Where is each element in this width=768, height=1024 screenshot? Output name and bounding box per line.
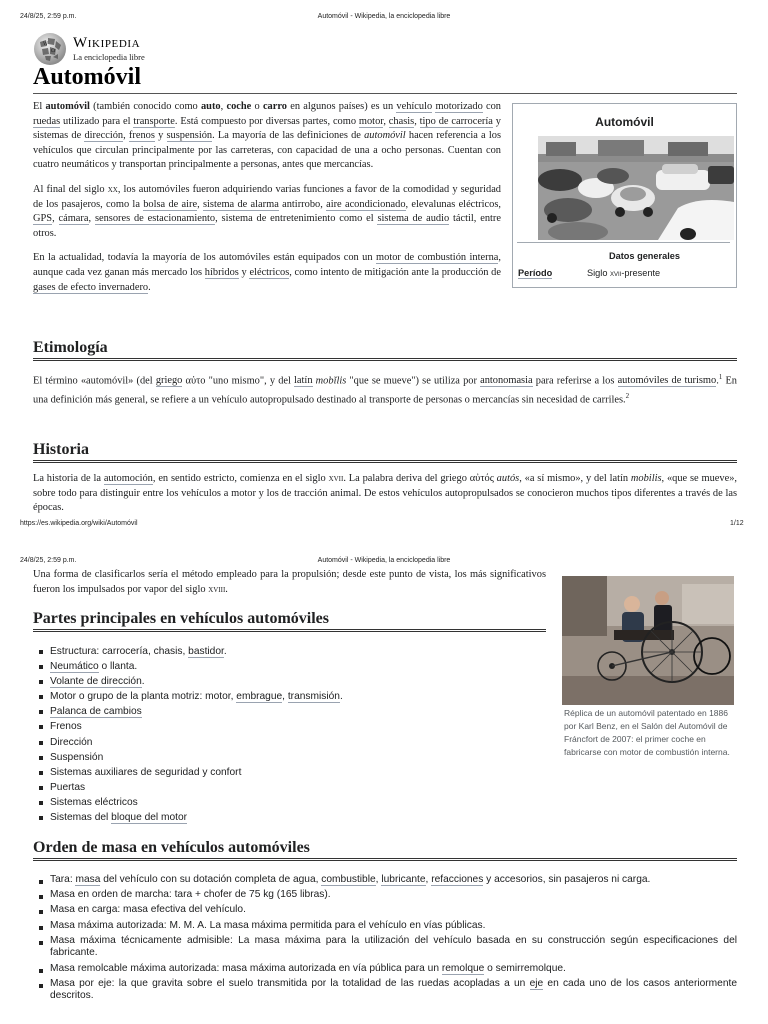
list-item: Motor o grupo de la planta motriz: motor, embrague, transmisión. xyxy=(33,689,546,704)
link-neumatico[interactable]: Neumático xyxy=(50,661,99,673)
link-hibridos[interactable]: híbridos xyxy=(204,266,239,278)
link-sistema-de-alarma[interactable]: sistema de alarma xyxy=(203,198,279,210)
link-automoviles-de-turismo[interactable]: automóviles de turismo xyxy=(617,375,717,387)
benz-replica-photo[interactable] xyxy=(562,576,734,705)
intro-paragraph-3: En la actualidad, todavía la mayoría de los automóviles están equipados con un motor de combustión interna, aunque cada vez ganan más mercado los híbridos y eléctricos, como intento de mitigación ante la producción de gases de efecto invernadero. xyxy=(33,252,501,293)
print-footer-page: 1/12 xyxy=(730,520,744,527)
list-item xyxy=(33,704,546,719)
print-header-title-page2: Automóvil - Wikipedia, la enciclopedia libre xyxy=(317,557,451,564)
infobox-row-value: Siglo xvii-presente xyxy=(587,268,661,278)
link-suspension[interactable]: suspensión xyxy=(166,130,213,142)
link-transporte[interactable]: transporte xyxy=(133,115,175,127)
link-palanca-de-cambios[interactable]: Palanca de cambios xyxy=(50,706,142,718)
citation-2[interactable]: 2 xyxy=(625,392,630,401)
link-gps[interactable]: GPS xyxy=(33,213,53,225)
link-automocion[interactable]: automoción xyxy=(103,473,153,484)
infobox-section-header: Datos generales xyxy=(609,251,680,261)
link-bolsa-de-aire[interactable]: bolsa de aire xyxy=(143,198,198,210)
link-lubricante[interactable]: lubricante xyxy=(381,874,426,885)
link-embrague[interactable]: embrague xyxy=(236,691,283,703)
list-item: Tara: masa del vehículo con su dotación completa de agua, combustible, lubricante, refacciones y accesorios, sin pasajeros ni carga. xyxy=(33,874,737,887)
heading-historia: Historia xyxy=(33,441,89,458)
partes-list xyxy=(33,644,546,825)
print-header-datetime-page2: 24/8/25, 2:59 p.m. xyxy=(20,557,77,564)
historia-paragraph-1: La historia de la automoción, en sentido estricto, comienza en el siglo xvii. La palabra deriva del griego αὐτός autós, «a sí mismo», y del latín mobilis, «que se mueve», sobre todo para distinguir entre los vehículos a motor y los de tracción animal. De estos vehículos autopropulsados se conocieron muchos tipos diferentes a través de las épocas. xyxy=(33,473,737,514)
page-title: Automóvil xyxy=(33,64,141,90)
citation-1[interactable]: 1 xyxy=(718,373,723,381)
figure-caption: Réplica de un automóvil patentado en 1886 por Karl Benz, en el Salón del Automóvil de Fráncfort de 2007: el primer coche en fabricarse con motor de combustión interna. xyxy=(564,708,730,757)
list-item: Puertas xyxy=(33,780,546,795)
print-header-datetime: 24/8/25, 2:59 p.m. xyxy=(20,13,77,20)
print-footer-url: https://es.wikipedia.org/wiki/Automóvil xyxy=(20,520,138,527)
link-eje[interactable]: eje xyxy=(529,977,544,989)
link-transmision[interactable]: transmisión xyxy=(287,691,340,703)
historia-rule xyxy=(33,460,737,463)
svg-text:W: W xyxy=(43,41,49,47)
wikipedia-tagline: La enciclopedia libre xyxy=(73,52,145,62)
link-aire-acondicionado[interactable]: aire acondicionado xyxy=(326,198,406,210)
list-item: Masa en orden de marcha: tara + chofer de 75 kg (165 libras). xyxy=(33,889,737,902)
orden-rule xyxy=(33,858,737,861)
link-volante-de-direccion[interactable]: Volante de dirección xyxy=(50,676,142,688)
list-item: Dirección xyxy=(33,735,546,750)
list-item: Masa máxima técnicamente admisible: La masa máxima para la utilización del vehículo basada en su construcción según especificaciones del fabricante. xyxy=(33,935,737,960)
etimologia-paragraph: El término «automóvil» (del griego αὐτο "uno mismo", y del latín mobĭlis "que se mueve") se utiliza por antonomasia para referirse a los automóviles de turismo.$^1$ En una definición más general, se refiere a un vehículo autopropulsado destinado al transporte de personas o mercancías sin necesidad de carriles.$^2$ xyxy=(33,373,737,406)
link-motor-combustion[interactable]: motor de combustión interna xyxy=(376,252,499,264)
title-rule xyxy=(33,93,737,94)
link-masa[interactable]: masa xyxy=(75,874,101,885)
orden-list xyxy=(33,874,737,1006)
link-bloque-del-motor[interactable]: bloque del motor xyxy=(111,812,188,824)
list-item: Masa en carga: masa efectiva del vehículo. xyxy=(33,904,737,917)
link-combustible[interactable]: combustible xyxy=(321,874,376,885)
svg-text:Ω: Ω xyxy=(51,48,56,54)
wikipedia-wordmark: Wikipedia xyxy=(73,35,141,51)
link-motor[interactable]: motor xyxy=(358,115,384,127)
list-item: Masa remolcable máxima autorizada: masa máxima autorizada en vía pública para un remolque o semirremolque. xyxy=(33,963,737,976)
partes-rule xyxy=(33,629,546,632)
link-frenos[interactable]: frenos xyxy=(128,130,155,142)
link-camara[interactable]: cámara xyxy=(58,213,89,225)
link-direccion[interactable]: dirección xyxy=(84,130,124,142)
link-remolque[interactable]: remolque xyxy=(441,962,485,974)
list-item: Masa máxima autorizada: M. M. A. La masa máxima permitida para el vehículo en vías públicas. xyxy=(33,920,737,933)
link-motorizado[interactable]: motorizado xyxy=(435,101,483,112)
link-latin[interactable]: latín xyxy=(294,375,313,387)
list-item: Sistemas auxiliares de seguridad y confort xyxy=(33,765,546,780)
link-electricos[interactable]: eléctricos xyxy=(249,266,290,278)
link-gases-invernadero[interactable]: gases de efecto invernadero xyxy=(33,281,149,293)
intro-paragraph-1: El automóvil (también conocido como auto, coche o carro en algunos países) es un vehículo motorizado con ruedas utilizado para el transporte. Está compuesto por diversas partes, como motor, chasis, tipo de carrocería y sistemas de dirección, frenos y suspensión. La mayoría de las definiciones de automóvil hacen referencia a los vehículos que circulan principalmente por las carreteras, con capacidad de una a ocho personas. Cuentan con cuatro neumáticos y transportan principalmente a personas, antes que mercancías. xyxy=(33,101,502,171)
heading-partes-principales: Partes principales en vehículos automóviles xyxy=(33,610,329,627)
link-sensores-estacionamiento[interactable]: sensores de estacionamiento xyxy=(94,213,216,225)
list-item: Neumático o llanta. xyxy=(33,659,546,674)
infobox xyxy=(512,103,737,288)
wikipedia-globe-icon xyxy=(33,32,67,66)
infobox-row-label[interactable]: Período xyxy=(518,268,553,278)
link-tipo-carroceria[interactable]: tipo de carrocería xyxy=(419,115,493,127)
heading-etimologia: Etimología xyxy=(33,339,108,356)
list-item: Suspensión xyxy=(33,750,546,765)
link-vehiculo[interactable]: vehículo xyxy=(396,101,433,112)
infobox-divider xyxy=(517,242,730,243)
link-sistema-de-audio[interactable]: sistema de audio xyxy=(377,213,450,225)
link-refacciones[interactable]: refacciones xyxy=(431,874,484,885)
list-item: Masa por eje: la que gravita sobre el suelo transmitida por la totalidad de las ruedas acopladas a un eje en cada uno de los casos anteriormente descritos. xyxy=(33,978,737,1003)
etimologia-rule xyxy=(33,358,737,361)
link-griego[interactable]: griego xyxy=(155,375,183,387)
link-chasis[interactable]: chasis xyxy=(388,115,415,127)
list-item: Sistemas eléctricos xyxy=(33,795,546,810)
infobox-title: Automóvil xyxy=(595,115,654,129)
heading-orden-de-masa: Orden de masa en vehículos automóviles xyxy=(33,839,310,856)
infobox-image[interactable] xyxy=(538,136,734,240)
link-ruedas[interactable]: ruedas xyxy=(33,115,61,127)
list-item: Estructura: carrocería, chasis, bastidor. xyxy=(33,644,546,659)
wikipedia-logo[interactable] xyxy=(33,32,173,66)
intro-section xyxy=(33,100,501,295)
list-item: Volante de dirección. xyxy=(33,674,546,689)
list-item: Frenos xyxy=(33,719,546,734)
link-antonomasia[interactable]: antonomasia xyxy=(480,375,533,387)
historia-paragraph-2: Una forma de clasificarlos sería el método empleado para la propulsión; desde este punto de vista, los más significativos fueron los impulsados por vapor del siglo xviii. xyxy=(33,569,546,595)
link-bastidor[interactable]: bastidor xyxy=(188,646,224,657)
list-item: Sistemas del bloque del motor xyxy=(33,810,546,825)
print-header-title: Automóvil - Wikipedia, la enciclopedia libre xyxy=(317,13,451,20)
intro-paragraph-2: Al final del siglo xx, los automóviles fueron adquiriendo varias funciones a favor de la comodidad y seguridad de los pasajeros, como la bolsa de aire, sistema de alarma antirrobo, aire acondicionado, elevalunas eléctricos, GPS, cámara, sensores de estacionamiento, sistema de entretenimiento como el sistema de audio táctil, entre otros. xyxy=(33,183,501,239)
